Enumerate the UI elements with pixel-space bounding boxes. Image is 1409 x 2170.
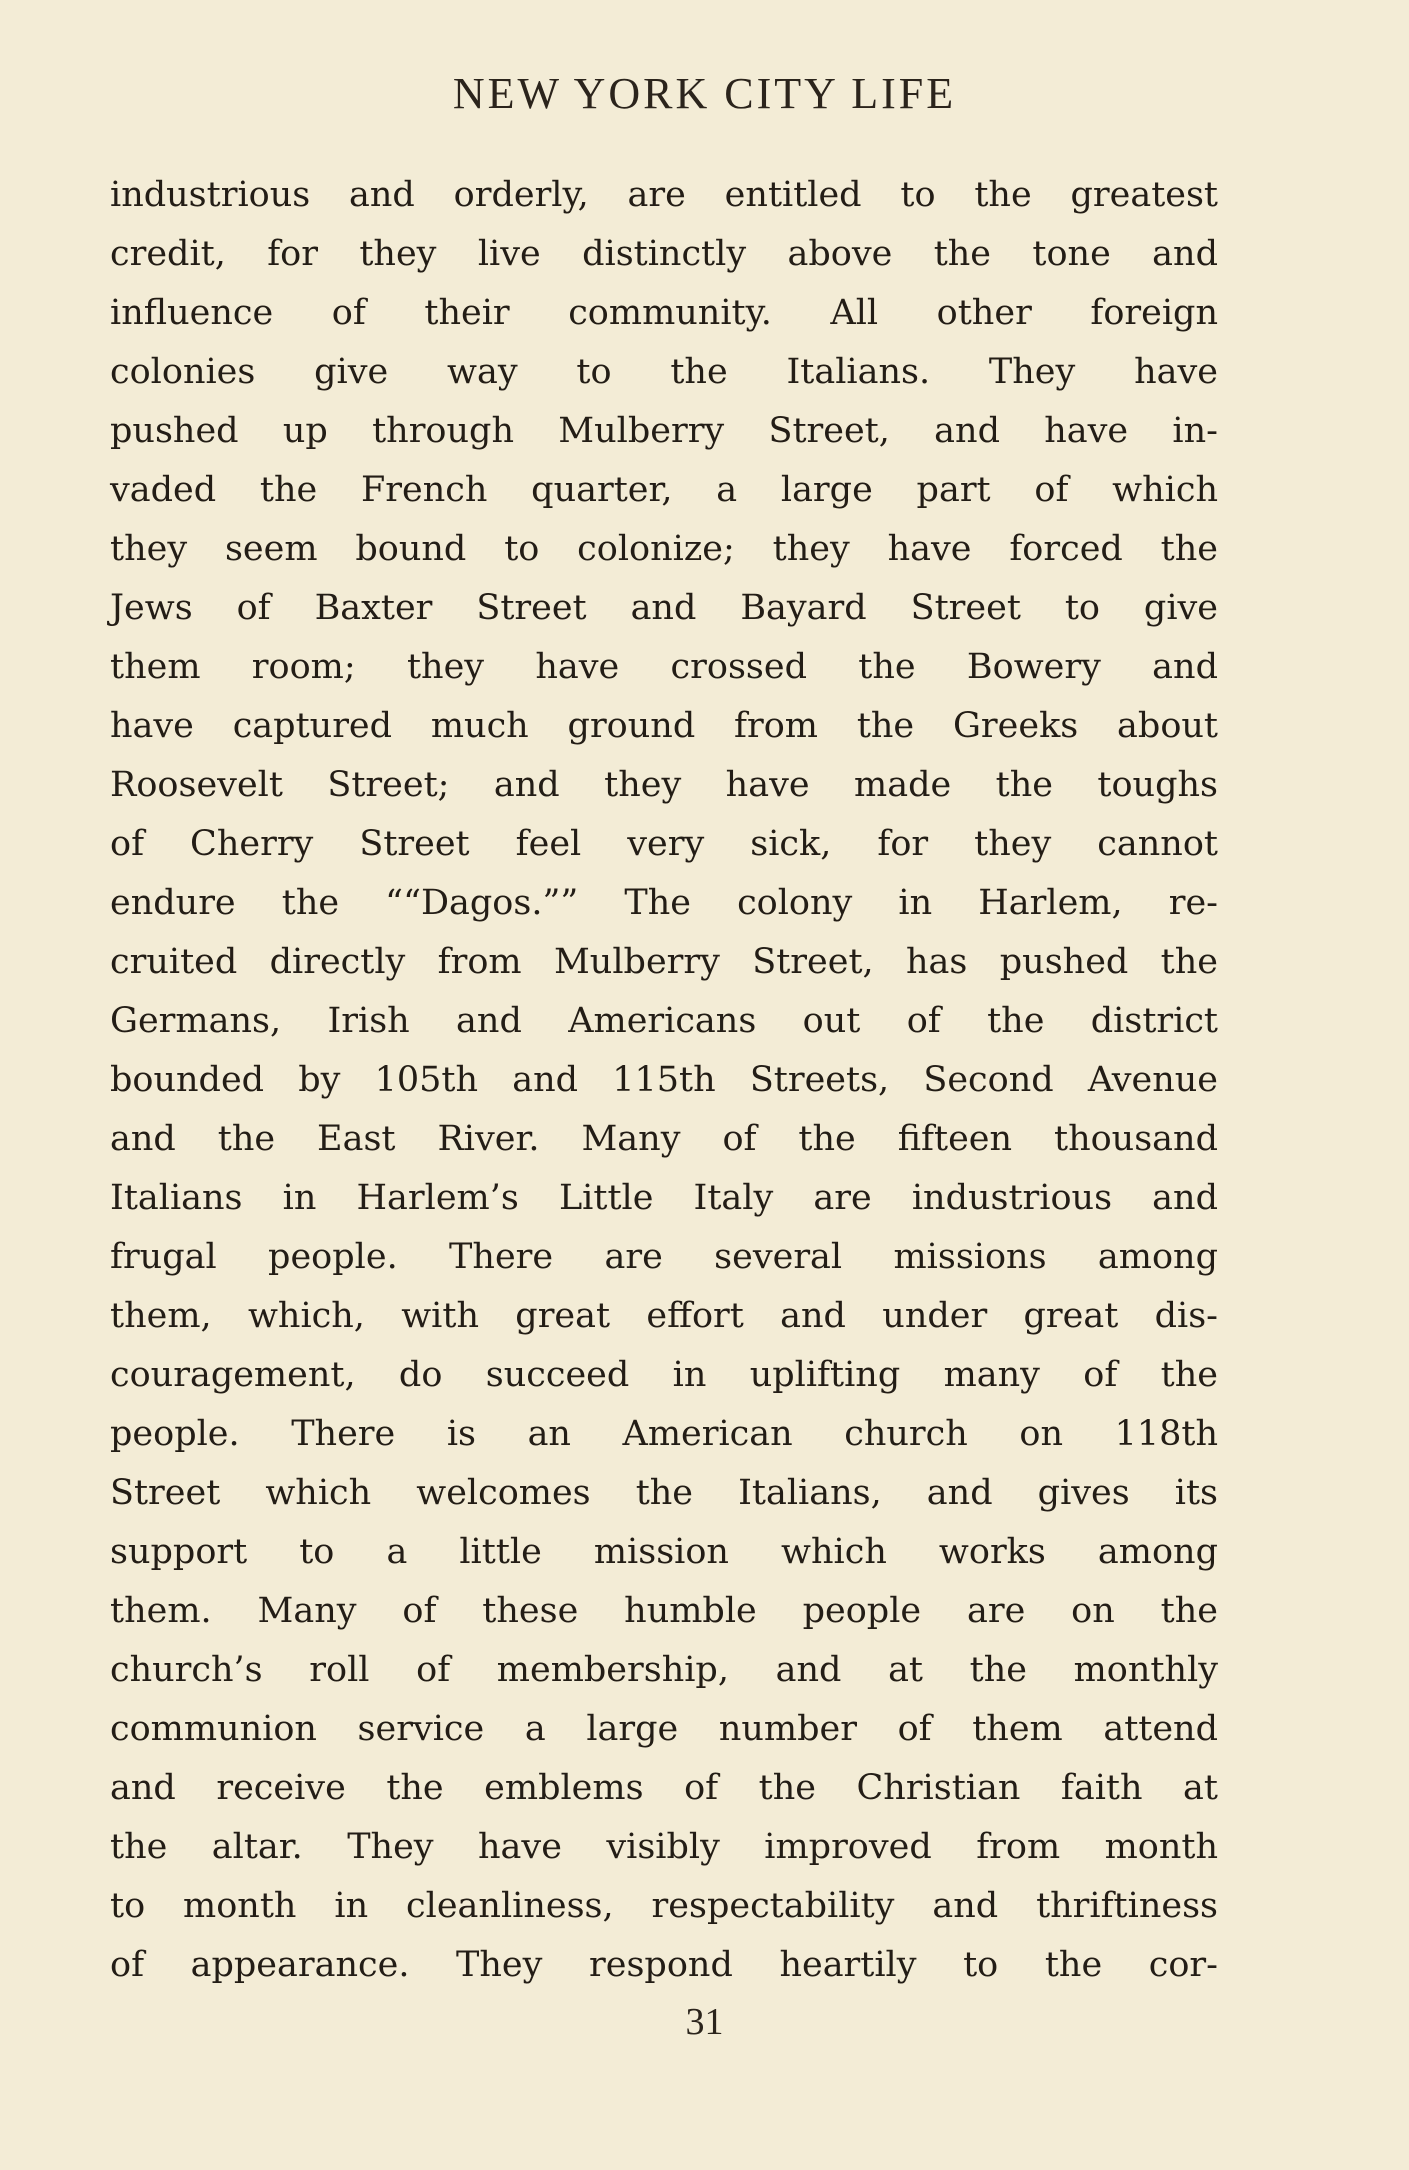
body-text (110, 166, 1218, 1995)
text-line: credit, for they live distinctly above the tone and (110, 234, 1218, 274)
text-line: Germans, Irish and Americans out of the district (110, 1001, 1218, 1041)
text-line: Street which welcomes the Italians, and gives its (110, 1473, 1218, 1513)
text-line: the altar. They have visibly improved from month (110, 1827, 1218, 1867)
text-line: Roosevelt Street; and they have made the toughs (110, 765, 1218, 805)
text-line: endure the ““Dagos.”” The colony in Harlem, re- (110, 883, 1218, 923)
text-line: they seem bound to colonize; they have forced the (110, 529, 1218, 569)
text-line: have captured much ground from the Greeks about (110, 706, 1218, 746)
text-line: vaded the French quarter, a large part of which (110, 470, 1218, 510)
text-line: Italians in Harlem’s Little Italy are industrious and (110, 1178, 1218, 1218)
text-line: influence of their community. All other foreign (110, 293, 1218, 333)
text-line: bounded by 105th and 115th Streets, Second Avenue (110, 1060, 1218, 1100)
text-line: church’s roll of membership, and at the monthly (110, 1650, 1218, 1690)
text-line: cruited directly from Mulberry Street, has pushed the (110, 942, 1218, 982)
running-head: NEW YORK CITY LIFE (452, 69, 957, 118)
text-line: them. Many of these humble people are on the (110, 1591, 1218, 1631)
text-line: couragement, do succeed in uplifting many of the (110, 1355, 1218, 1395)
text-line: them room; they have crossed the Bowery and (110, 647, 1218, 687)
text-line: pushed up through Mulberry Street, and have in- (110, 411, 1218, 451)
text-line: of appearance. They respond heartily to the cor- (110, 1945, 1218, 1985)
text-line: colonies give way to the Italians. They have (110, 352, 1218, 392)
text-line: them, which, with great effort and under great dis- (110, 1296, 1218, 1336)
text-line: frugal people. There are several missions among (110, 1237, 1218, 1277)
text-line: support to a little mission which works among (110, 1532, 1218, 1572)
text-line: and receive the emblems of the Christian faith at (110, 1768, 1218, 1808)
text-line: people. There is an American church on 118th (110, 1414, 1218, 1454)
text-line: to month in cleanliness, respectability and thriftiness (110, 1886, 1218, 1926)
text-line: Jews of Baxter Street and Bayard Street to give (110, 588, 1218, 628)
text-line: of Cherry Street feel very sick, for they cannot (110, 824, 1218, 864)
text-line: industrious and orderly, are entitled to the greatest (110, 175, 1218, 215)
page-number: 31 (685, 2001, 724, 2043)
text-line: communion service a large number of them attend (110, 1709, 1218, 1749)
text-line: and the East River. Many of the fifteen thousand (110, 1119, 1218, 1159)
